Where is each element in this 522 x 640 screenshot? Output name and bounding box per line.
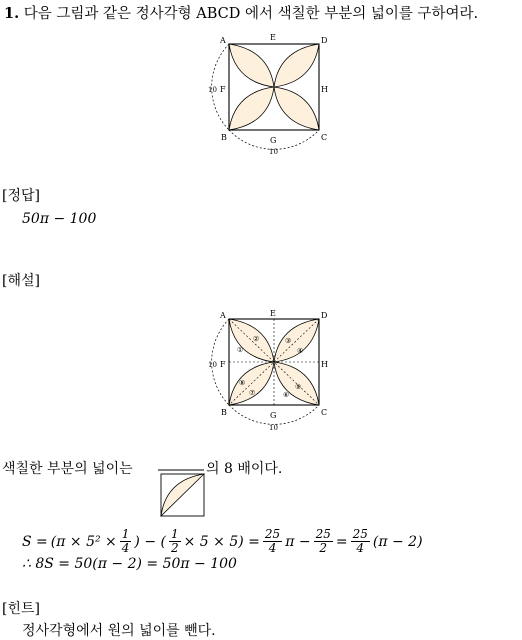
- circled-5: ⑤: [295, 383, 302, 391]
- circled-3: ③: [285, 337, 292, 345]
- circled-7: ⑦: [249, 389, 256, 397]
- petal-top-right: [274, 44, 319, 87]
- eq1-part-d: π −: [285, 533, 311, 550]
- eq1-frac-1: $\frac{1}{4}$: [121, 527, 130, 555]
- question: [4, 2, 478, 23]
- explanation-text-before: 색칠한 부분의 넓이는: [2, 461, 133, 477]
- eq1-part-f: (π − 2): [372, 533, 423, 550]
- answer-value: 50π − 100: [22, 211, 97, 227]
- figure-square-petals: [196, 30, 336, 160]
- answer-heading: [정답]: [2, 188, 40, 204]
- label-a: A: [220, 36, 226, 45]
- label-side-left: 10: [208, 86, 217, 94]
- segment-shaded: [161, 474, 204, 516]
- hint-heading: [힌트]: [2, 601, 40, 617]
- label-f-2: F: [220, 360, 226, 369]
- explanation-text-after: 의 8 배이다.: [206, 461, 283, 477]
- eq1-frac-3: $\frac{25}{4}$: [264, 527, 281, 555]
- circled-1: ①: [237, 346, 244, 354]
- label-side-left-2: 10: [208, 361, 217, 369]
- equation-2: ∴ 8S = 50(π − 2) = 50π − 100: [22, 556, 237, 572]
- question-number: 1.: [4, 5, 20, 22]
- eq1-lhs: S =: [22, 533, 48, 550]
- label-b: B: [221, 133, 227, 142]
- label-h: H: [321, 85, 328, 94]
- label-g-2: G: [270, 411, 277, 420]
- label-c: C: [321, 133, 328, 142]
- circled-8: ⑧: [239, 379, 246, 387]
- label-e-2: E: [270, 309, 276, 318]
- eq1-part-e: =: [335, 533, 348, 550]
- question-text: 다음 그림과 같은 정사각형 ABCD 에서 색칠한 부분의 넓이를 구하여라.: [23, 6, 479, 22]
- label-h-2: H: [321, 360, 328, 369]
- hint-text: 정사각형에서 원의 넓이를 뺀다.: [22, 623, 216, 639]
- circled-2: ②: [253, 335, 260, 343]
- eq1-part-b: ) − (: [134, 533, 166, 550]
- label-a-2: A: [220, 311, 226, 320]
- label-d-2: D: [321, 311, 328, 320]
- label-d: D: [321, 36, 328, 45]
- label-side-bottom: 10: [269, 148, 278, 156]
- explanation-heading: [해설]: [2, 273, 40, 289]
- eq1-frac-4: $\frac{25}{2}$: [315, 527, 331, 555]
- petal-bottom-right: [274, 87, 319, 130]
- eq1-part-c: × 5 × 5) =: [183, 533, 260, 550]
- eq1-frac-2: $\frac{1}{2}$: [170, 527, 179, 555]
- label-g: G: [270, 136, 277, 145]
- equation-1: [22, 528, 423, 555]
- label-f: F: [220, 85, 226, 94]
- figure-explanation: [196, 307, 336, 435]
- label-e: E: [270, 33, 276, 42]
- label-side-bottom-2: 10: [269, 424, 278, 432]
- figure-quarter-segment: [158, 466, 206, 518]
- eq1-frac-5: $\frac{25}{4}$: [352, 527, 368, 555]
- eq1-part-a: (π × 5² ×: [50, 533, 117, 550]
- label-c-2: C: [321, 408, 328, 417]
- label-b-2: B: [221, 408, 227, 417]
- petal-top-left: [229, 44, 274, 87]
- petal-bottom-left: [229, 87, 274, 130]
- circled-4: ④: [297, 347, 304, 355]
- circled-6: ⑥: [283, 391, 290, 399]
